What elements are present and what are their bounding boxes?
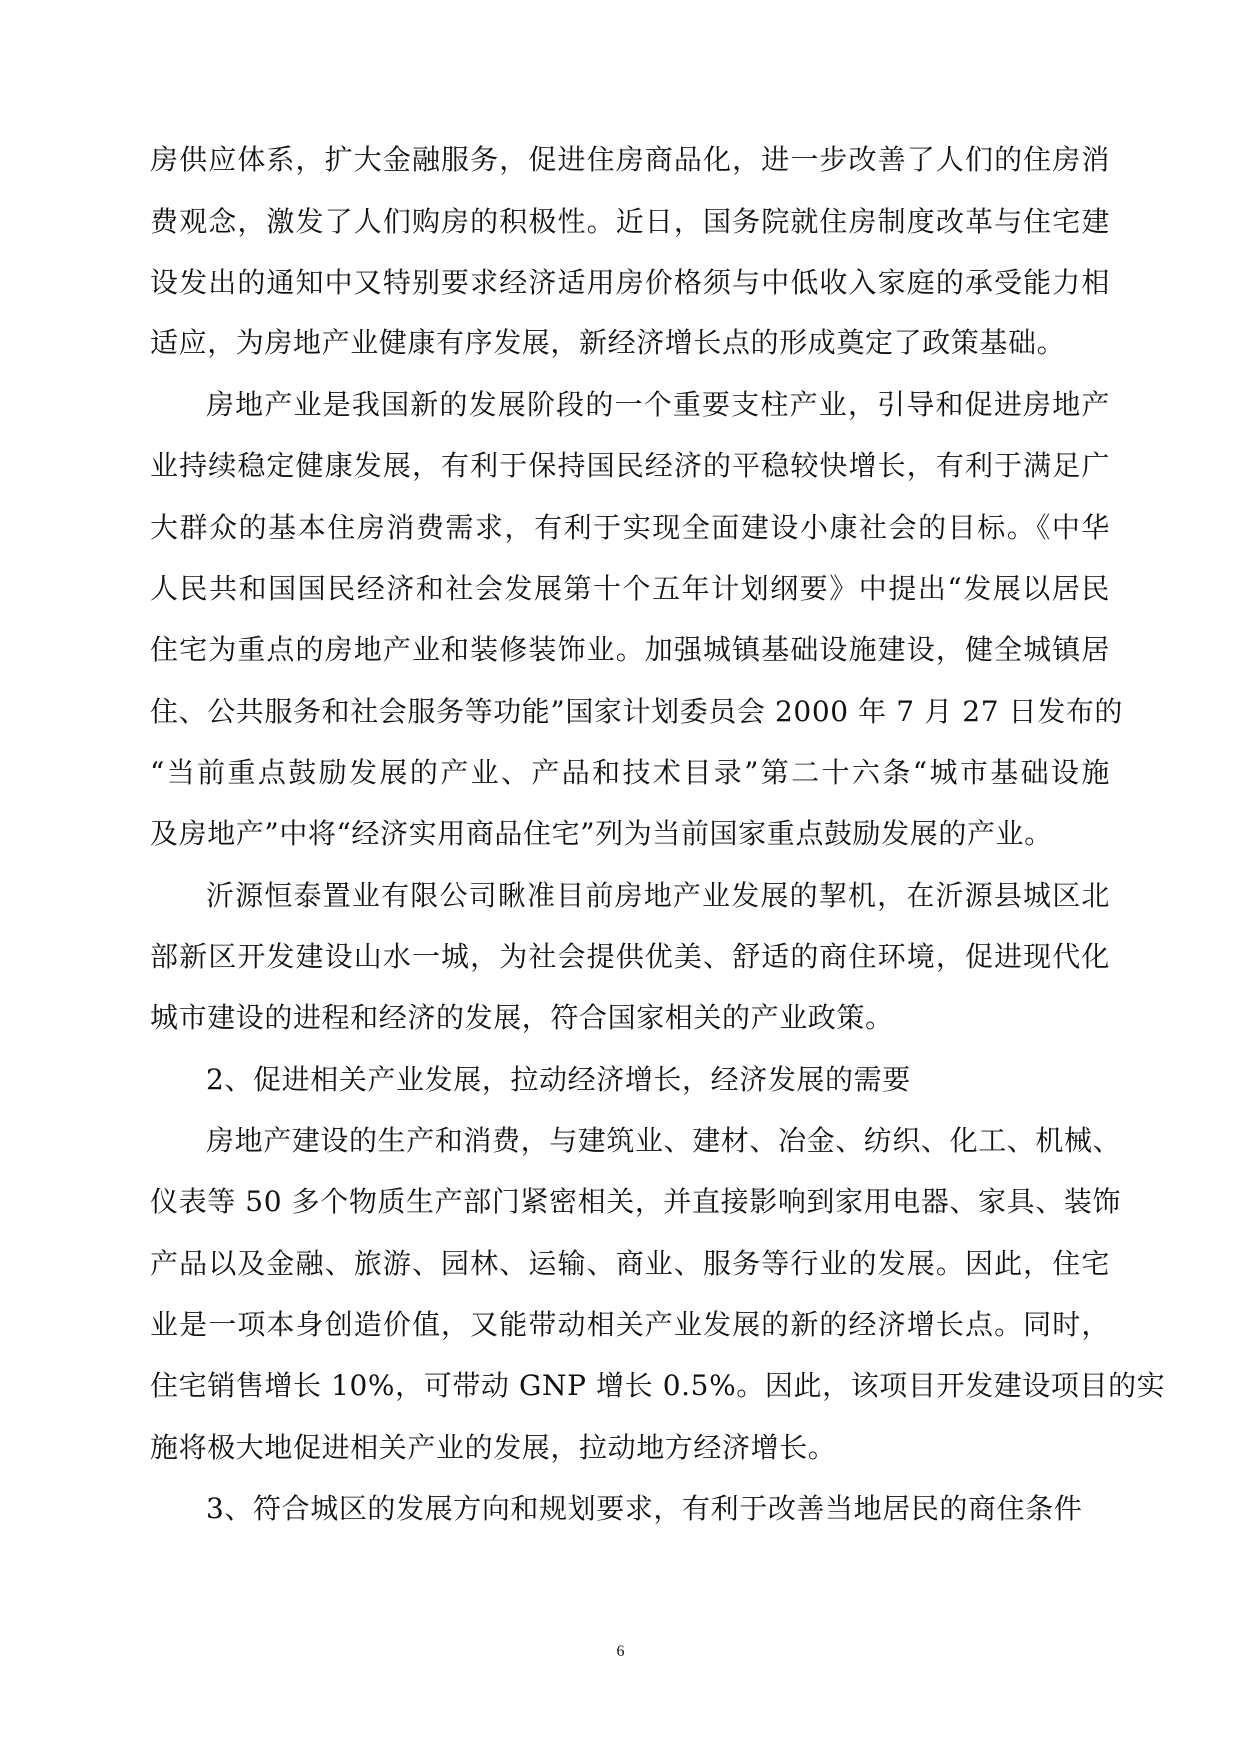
text-line: 住宅销售增长 10%，可带动 GNP 增长 0.5%。因此，该项目开发建设项目的实 (150, 1369, 1166, 1402)
text-line: 设发出的通知中又特别要求经济适用房价格须与中低收入家庭的承受能力相 (150, 266, 1110, 299)
text-line: “当前重点鼓励发展的产业、产品和技术目录”第二十六条“城市基础设施 (150, 756, 1110, 789)
text-line: 适应，为房地产业健康有序发展，新经济增长点的形成奠定了政策基础。 (150, 326, 1066, 359)
text-line: 大群众的基本住房消费需求，有利于实现全面建设小康社会的目标。《中华 (150, 511, 1110, 544)
section-heading: 3、符合城区的发展方向和规划要求，有利于改善当地居民的商住条件 (206, 1492, 1083, 1525)
text-line: 住、公共服务和社会服务等功能”国家计划委员会 2000 年 7 月 27 日发布的 (150, 695, 1124, 728)
section-heading: 2、促进相关产业发展，拉动经济增长，经济发展的需要 (206, 1063, 911, 1096)
text-line: 城市建设的进程和经济的发展，符合国家相关的产业政策。 (150, 1001, 894, 1034)
text-line: 房供应体系，扩大金融服务，促进住房商品化，进一步改善了人们的住房消 (150, 143, 1110, 176)
text-line: 房地产建设的生产和消费，与建筑业、建材、冶金、纺织、化工、机械、 (206, 1124, 1122, 1157)
text-line: 沂源恒泰置业有限公司瞅准目前房地产业发展的挈机，在沂源县城区北 (206, 879, 1110, 912)
text-line: 业持续稳定健康发展，有利于保持国民经济的平稳较快增长，有利于满足广 (150, 449, 1110, 482)
text-line: 产品以及金融、旅游、园林、运输、商业、服务等行业的发展。因此，住宅 (150, 1247, 1110, 1280)
text-line: 及房地产”中将“经济实用商品住宅”列为当前国家重点鼓励发展的产业。 (150, 817, 1053, 850)
text-line: 部新区开发建设山水一城，为社会提供优美、舒适的商住环境，促进现代化 (150, 940, 1110, 973)
text-line: 房地产业是我国新的发展阶段的一个重要支柱产业，引导和促进房地产 (206, 388, 1110, 421)
text-line: 住宅为重点的房地产业和装修装饰业。加强城镇基础设施建设，健全城镇居 (150, 633, 1110, 666)
page-number: 6 (616, 1643, 625, 1660)
text-line: 仪表等 50 多个物质生产部门紧密相关，并直接影响到家用电器、家具、装饰 (150, 1185, 1122, 1218)
text-line: 人民共和国国民经济和社会发展第十个五年计划纲要》中提出“发展以居民 (150, 572, 1110, 605)
text-line: 业是一项本身创造价值，又能带动相关产业发展的新的经济增长点。同时， (150, 1308, 1110, 1341)
text-line: 费观念，激发了人们购房的积极性。近日，国务院就住房制度改革与住宅建 (150, 205, 1110, 238)
text-line: 施将极大地促进相关产业的发展，拉动地方经济增长。 (150, 1431, 837, 1464)
